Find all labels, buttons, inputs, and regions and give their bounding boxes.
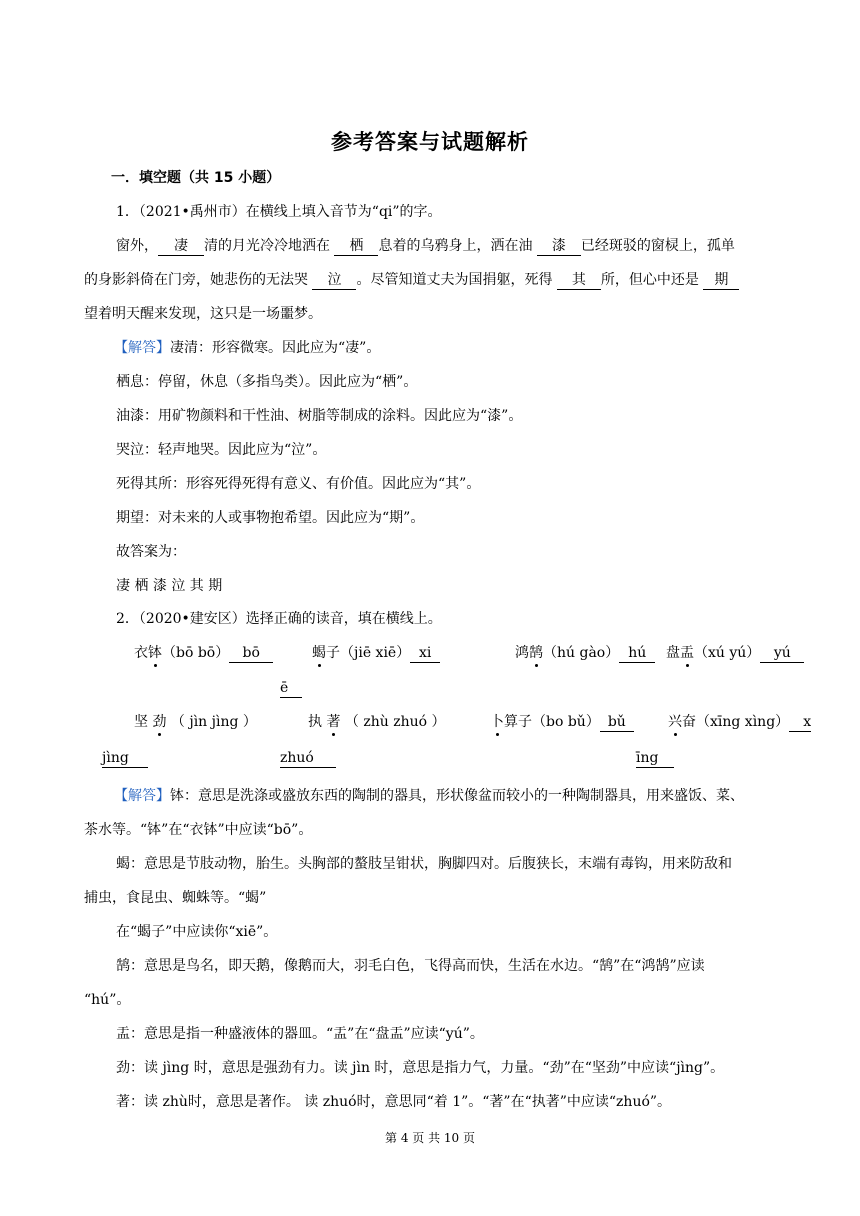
- dotted-char: 兴: [668, 714, 682, 730]
- q1-line2: [84, 270, 739, 290]
- q2-blank-7: bǔ: [600, 713, 634, 732]
- q2-blank-6-row: [280, 748, 336, 768]
- page-title: 参考答案与试题解析: [331, 130, 529, 154]
- pinyin-options: 算子（bo bǔ）: [504, 714, 600, 730]
- q2-item-5: [134, 712, 257, 732]
- q2-item-6: [308, 712, 446, 732]
- q1-blank-3: 漆: [537, 237, 581, 256]
- q2-blank-3: hú: [619, 644, 655, 663]
- a2-line1: [114, 786, 744, 806]
- q2-item-7: [490, 712, 634, 732]
- q2-item-3: [515, 643, 655, 663]
- answer-tag: 【解答】: [114, 340, 170, 356]
- q2-blank-8-cont: īng: [636, 749, 674, 768]
- a1-line6: 期望：对未来的人或事物抱希望。因此应为“期”。: [116, 510, 425, 526]
- q2-blank-2: xi: [410, 644, 440, 663]
- q2-blank-2-cont: ē: [280, 679, 302, 698]
- q1-text: 。尽管知道丈夫为国捐躯，死得: [356, 272, 553, 288]
- section-heading: 一．填空题（共 15 小题）: [111, 170, 281, 186]
- q1-blank-5: 其: [557, 271, 601, 290]
- answer-tag: 【解答】: [114, 788, 170, 804]
- q1-line1: [116, 236, 735, 256]
- a1-line4: 哭泣：轻声地哭。因此应为“泣”。: [116, 442, 327, 458]
- q2-blank-8: x: [789, 713, 811, 732]
- dotted-char: 盂: [680, 645, 694, 661]
- q1-text: 息着的乌鸦身上，洒在油: [378, 238, 533, 254]
- q1-text: 清的月光冷冷地洒在: [204, 238, 330, 254]
- a1-line3: 油漆：用矿物颜料和干性油、树脂等制成的涂料。因此应为“漆”。: [116, 408, 523, 424]
- word: 执: [308, 714, 327, 730]
- q1-line3: 望着明天醒来发现，这只是一场噩梦。: [84, 306, 322, 322]
- dotted-char: 卜: [490, 714, 504, 730]
- q2-blank-6: zhuó: [280, 749, 336, 768]
- answer-text: 凄清：形容微寒。因此应为“凄”。: [170, 340, 381, 356]
- q1-text: 的身影斜倚在门旁，她悲伤的无法哭: [84, 272, 308, 288]
- q1-text: 窗外，: [116, 238, 158, 254]
- pinyin-options: 奋（xīng xìng）: [682, 714, 790, 730]
- a2-line8: 盂：意思是指一种盛液体的器皿。“盂”在“盘盂”应读“yú”。: [116, 1026, 484, 1042]
- dotted-char: 鹄: [529, 645, 543, 661]
- pinyin-options: （xú yú）: [694, 645, 761, 661]
- a1-line2: 栖息：停留，休息（多指鸟类）。因此应为“栖”。: [116, 374, 418, 390]
- q2-blank-8-row: [636, 748, 674, 768]
- a1-line7: 故答案为：: [116, 544, 186, 560]
- word: 坚: [134, 714, 153, 730]
- q2-item-8: [668, 712, 811, 732]
- a2-line7: “hú”。: [84, 992, 131, 1008]
- a2-line3: 蝎：意思是节肢动物，胎生。头胸部的螯肢呈钳状，胸脚四对。后腹狭长，末端有毒钩，用来防敌和: [116, 856, 732, 872]
- pinyin-options: （hú gào）: [543, 645, 620, 661]
- word: 鸿: [515, 645, 529, 661]
- q2-stem: 2．（2020•建安区）选择正确的读音，填在横线上。: [116, 611, 442, 627]
- pinyin-options: （bō bō）: [162, 645, 230, 661]
- a1-line5: 死得其所：形容死得死得有意义、有价值。因此应为“其”。: [116, 476, 481, 492]
- a1-line8: 凄 栖 漆 泣 其 期: [116, 578, 223, 594]
- dotted-char: 蝎: [312, 645, 326, 661]
- a2-line9: 劲：读 jìng 时，意思是强劲有力。读 jìn 时，意思是指力气，力量。“劲”在“坚劲”中应读“jìng”。: [116, 1060, 725, 1076]
- q2-item-2-cont: [280, 678, 302, 698]
- dotted-char: 劲: [152, 714, 167, 730]
- answer-text: 钵：意思是洗涤或盛放东西的陶制的器具，形状像盆而较小的一种陶制器具，用来盛饭、菜、: [170, 788, 744, 804]
- a2-line4: 捕虫，食昆虫、蜘蛛等。“蝎”: [84, 890, 267, 906]
- dotted-char: 著: [326, 714, 341, 730]
- q2-item-4: [666, 643, 804, 663]
- q1-stem: 1．（2021•禹州市）在横线上填入音节为“qi”的字。: [116, 204, 442, 220]
- pinyin-options: 子（jiē xiē）: [326, 645, 411, 661]
- a1-line1: [114, 338, 380, 358]
- a2-line10: 著：读 zhù时，意思是著作。 读 zhuó时，意思同“着 1”。“著”在“执著”中应读“zhuó”。: [116, 1094, 672, 1110]
- page-footer: 第 4 页 共 10 页: [385, 1131, 475, 1145]
- q2-blank-4: yú: [760, 644, 804, 663]
- q2-item-2: [312, 643, 440, 663]
- a2-line6: 鹄：意思是鸟名，即天鹅，像鹅而大，羽毛白色，飞得高而快，生活在水边。“鹄”在“鸿鹄”应读: [116, 958, 705, 974]
- q1-blank-2: 栖: [334, 237, 378, 256]
- a2-line5: 在“蝎子”中应读你“xiē”。: [116, 924, 278, 940]
- q1-text: 已经斑驳的窗棂上，孤单: [580, 238, 735, 254]
- dotted-char: 钵: [148, 645, 162, 661]
- q2-blank-5-row: [102, 748, 148, 768]
- q1-blank-1: 凄: [158, 237, 204, 256]
- pinyin-options: （ jìn jìng ）: [166, 714, 257, 730]
- q2-item-1: [134, 643, 273, 663]
- a2-line2: 茶水等。“钵”在“衣钵”中应读“bō”。: [84, 822, 313, 838]
- q2-blank-5: jìng: [102, 749, 148, 768]
- word: 衣: [134, 645, 148, 661]
- q2-blank-1: bō: [229, 644, 273, 663]
- word: 盘: [666, 645, 680, 661]
- q1-blank-6: 期: [703, 271, 739, 290]
- pinyin-options: （ zhù zhuó ）: [340, 714, 446, 730]
- q1-blank-4: 泣: [312, 271, 356, 290]
- q1-text: 所，但心中还是: [600, 272, 699, 288]
